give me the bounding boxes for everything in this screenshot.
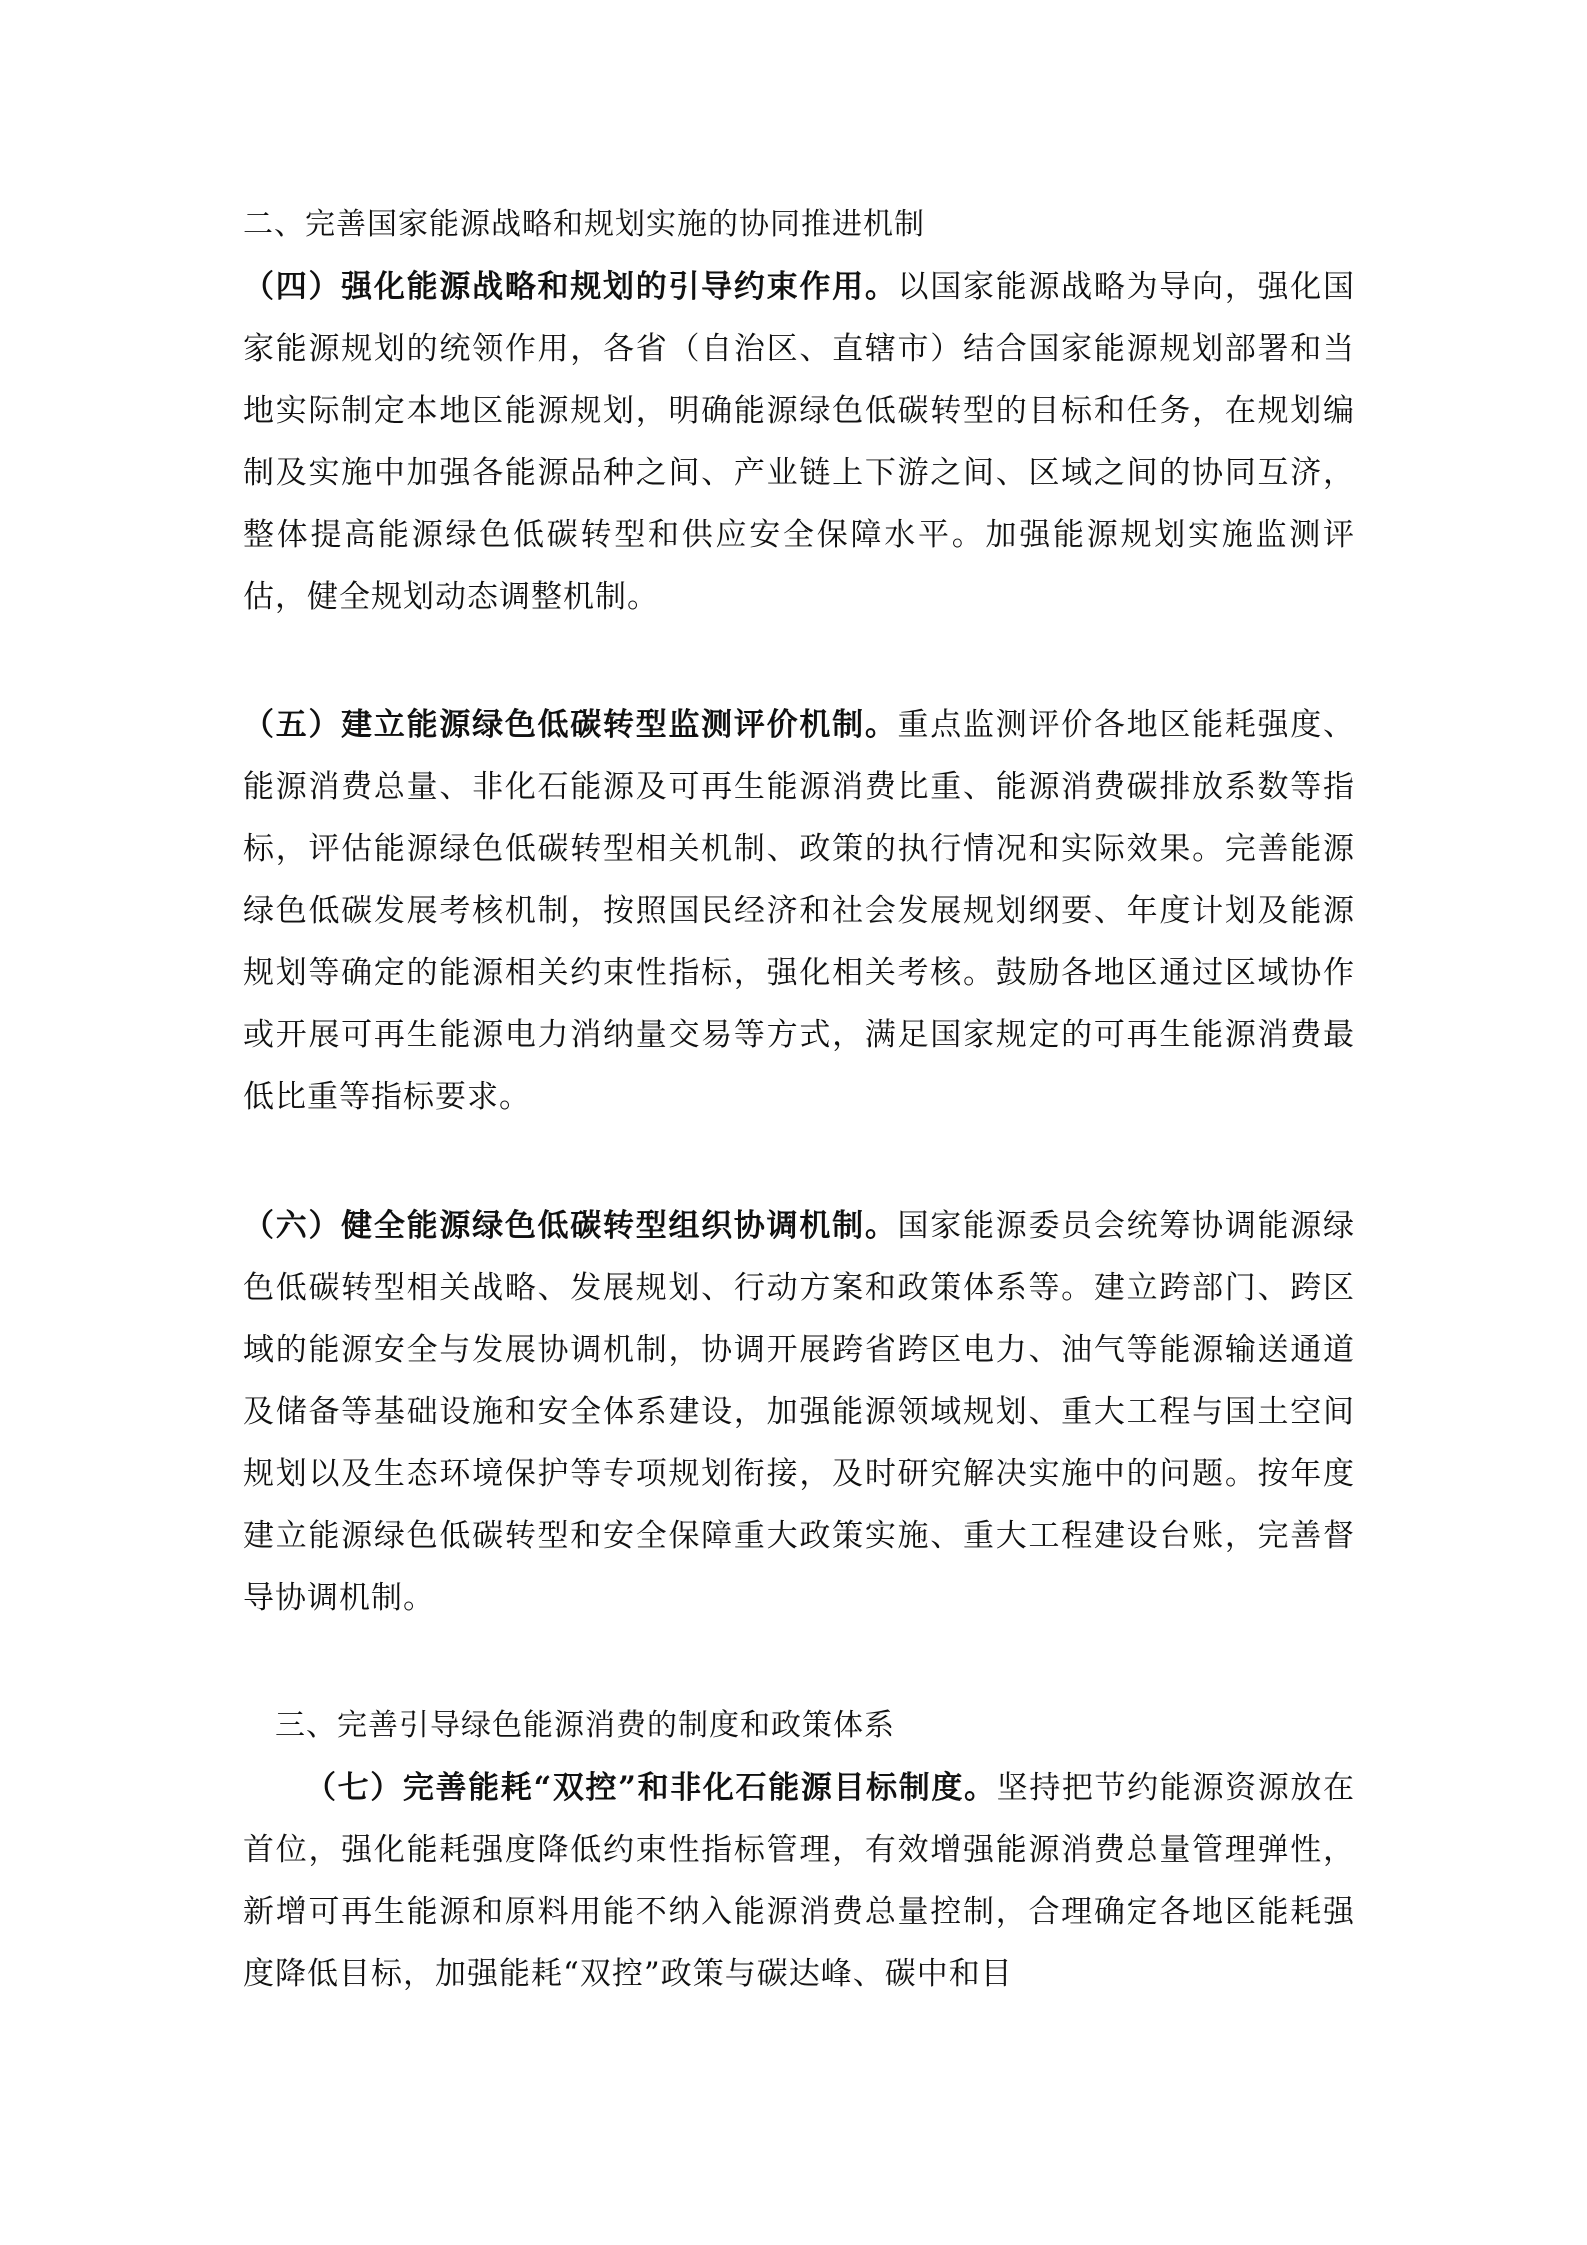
paragraph-5-lead: （五）建立能源绿色低碳转型监测评价机制。 [243, 707, 898, 743]
paragraph-5 [243, 694, 1355, 1128]
paragraph-6-lead: （六）健全能源绿色低碳转型组织协调机制。 [243, 1208, 898, 1244]
section-heading-3: 三、完善引导绿色能源消费的制度和政策体系 [275, 1708, 895, 1743]
paragraph-6 [243, 1195, 1355, 1629]
paragraph-6-body: 国家能源委员会统筹协调能源绿色低碳转型相关战略、发展规划、行动方案和政策体系等。建立跨部门、跨区域的能源安全与发展协调机制，协调开展跨省跨区电力、油气等能源输送通道及储备等基础设施和安全体系建设，加强能源领域规划、重大工程与国土空间规划以及生态环境保护等专项规划衔接，及时研究解决实施中的问题。按年度建立能源绿色低碳转型和安全保障重大政策实施、重大工程建设台账，完善督导协调机制。 [243, 1208, 1356, 1616]
paragraph-4 [243, 256, 1355, 628]
paragraph-7-lead: （七）完善能耗“双控”和非化石能源目标制度。 [305, 1770, 997, 1806]
paragraph-7-body: 坚持把节约能源资源放在首位，强化能耗强度降低约束性指标管理，有效增强能源消费总量管理弹性，新增可再生能源和原料用能不纳入能源消费总量控制，合理确定各地区能耗强度降低目标，加强能耗“双控”政策与碳达峰、碳中和目 [243, 1770, 1355, 1992]
paragraph-7 [243, 1757, 1355, 2005]
paragraph-5-body: 重点监测评价各地区能耗强度、能源消费总量、非化石能源及可再生能源消费比重、能源消费碳排放系数等指标，评估能源绿色低碳转型相关机制、政策的执行情况和实际效果。完善能源绿色低碳发展考核机制，按照国民经济和社会发展规划纲要、年度计划及能源规划等确定的能源相关约束性指标，强化相关考核。鼓励各地区通过区域协作或开展可再生能源电力消纳量交易等方式，满足国家规定的可再生能源消费最低比重等指标要求。 [243, 707, 1356, 1115]
paragraph-4-lead: （四）强化能源战略和规划的引导约束作用。 [243, 269, 898, 305]
section-heading-2: 二、完善国家能源战略和规划实施的协同推进机制 [243, 207, 925, 242]
paragraph-4-body: 以国家能源战略为导向，强化国家能源规划的统领作用，各省（自治区、直辖市）结合国家能源规划部署和当地实际制定本地区能源规划，明确能源绿色低碳转型的目标和任务，在规划编制及实施中加强各能源品种之间、产业链上下游之间、区域之间的协同互济，整体提高能源绿色低碳转型和供应安全保障水平。加强能源规划实施监测评估，健全规划动态调整机制。 [243, 269, 1356, 615]
